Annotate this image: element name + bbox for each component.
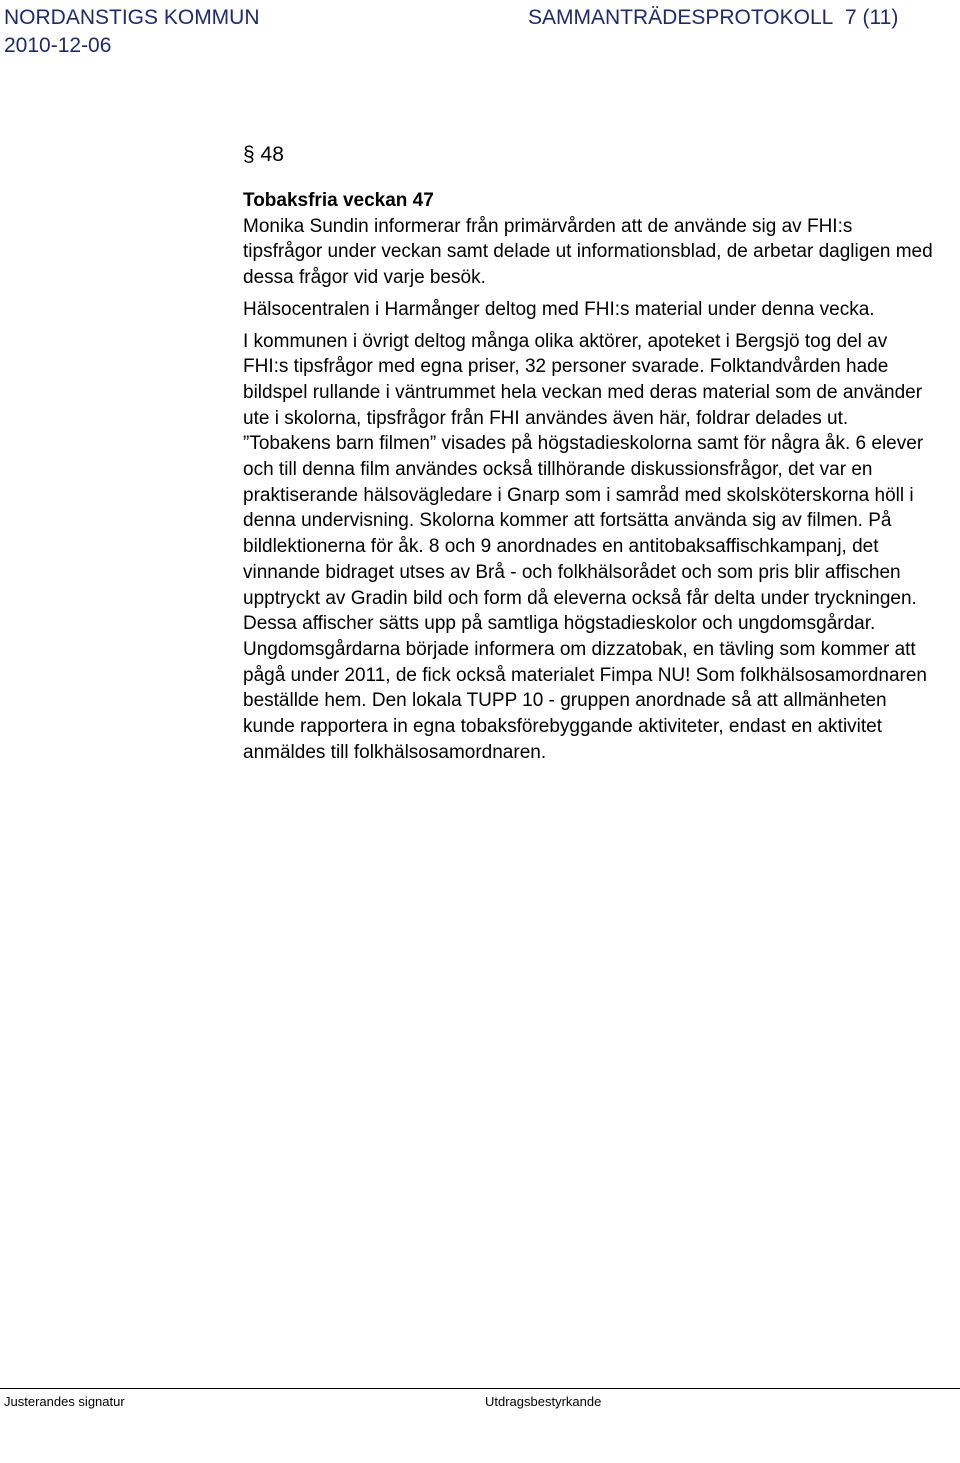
section-symbol: §	[243, 143, 255, 166]
section-number	[243, 141, 284, 169]
paragraph: I kommunen i övrigt deltog många olika aktörer, apoteket i Bergsjö tog del av FHI:s tipsfrågor med egna priser, 32 personer svarade. Folktandvården hade bildspel rullande i väntrummet hela veckan med deras material som de använder ute i skolorna, tipsfrågor från FHI användes även här, foldrar delades ut. ”Tobakens barn filmen” visades på högstadieskolorna samt för några åk. 6 elever och till denna film användes också tillhörande diskussionsfrågor, det var en praktiserande hälsovägledare i Gnarp som i samråd med skolsköterskorna höll i denna undervisning. Skolorna kommer att fortsätta använda sig av filmen. På bildlektionerna för åk. 8 och 9 anordnades en antitobaksaffischkampanj, det vinnande bidraget utses av Brå - och folkhälsorådet och som pris blir affischen upptryckt av Gradin bild och form då eleverna också får delta under tryckningen. Dessa affischer sätts upp på samtliga högstadieskolor och ungdomsgårdar. Ungdomsgårdarna började informera om dizzatobak, en tävling som kommer att pågå under 2011, de fick också materialet Fimpa NU! Som folkhälsosamordnaren beställde hem. Den lokala TUPP 10 - gruppen anordnade så att allmänheten kunde rapportera in egna tobaksförebyggande aktiviteter, endast en aktivitet anmäldes till folkhälsosamordnaren.	[243, 330, 927, 763]
section-number-value: 48	[260, 143, 284, 166]
footer-divider	[0, 1388, 960, 1389]
page-number: 7 (11)	[845, 6, 899, 29]
document-type: SAMMANTRÄDESPROTOKOLL	[528, 6, 834, 29]
section-title: Tobaksfria veckan 47	[243, 190, 434, 211]
meeting-date: 2010-12-06	[4, 34, 112, 57]
footer-certification-label: Utdragsbestyrkande	[485, 1394, 602, 1409]
paragraph: Hälsocentralen i Harmånger deltog med FHI:s material under denna vecka.	[243, 298, 875, 320]
organization-name: NORDANSTIGS KOMMUN	[4, 6, 260, 29]
paragraph: Monika Sundin informerar från primärvården att de använde sig av FHI:s tipsfrågor under veckan samt delade ut informationsblad, de arbetar dagligen med dessa frågor vid varje besök.	[243, 215, 933, 289]
document-type-and-page	[528, 4, 898, 31]
section-content	[243, 188, 933, 765]
footer-signature-label: Justerandes signatur	[4, 1394, 125, 1409]
